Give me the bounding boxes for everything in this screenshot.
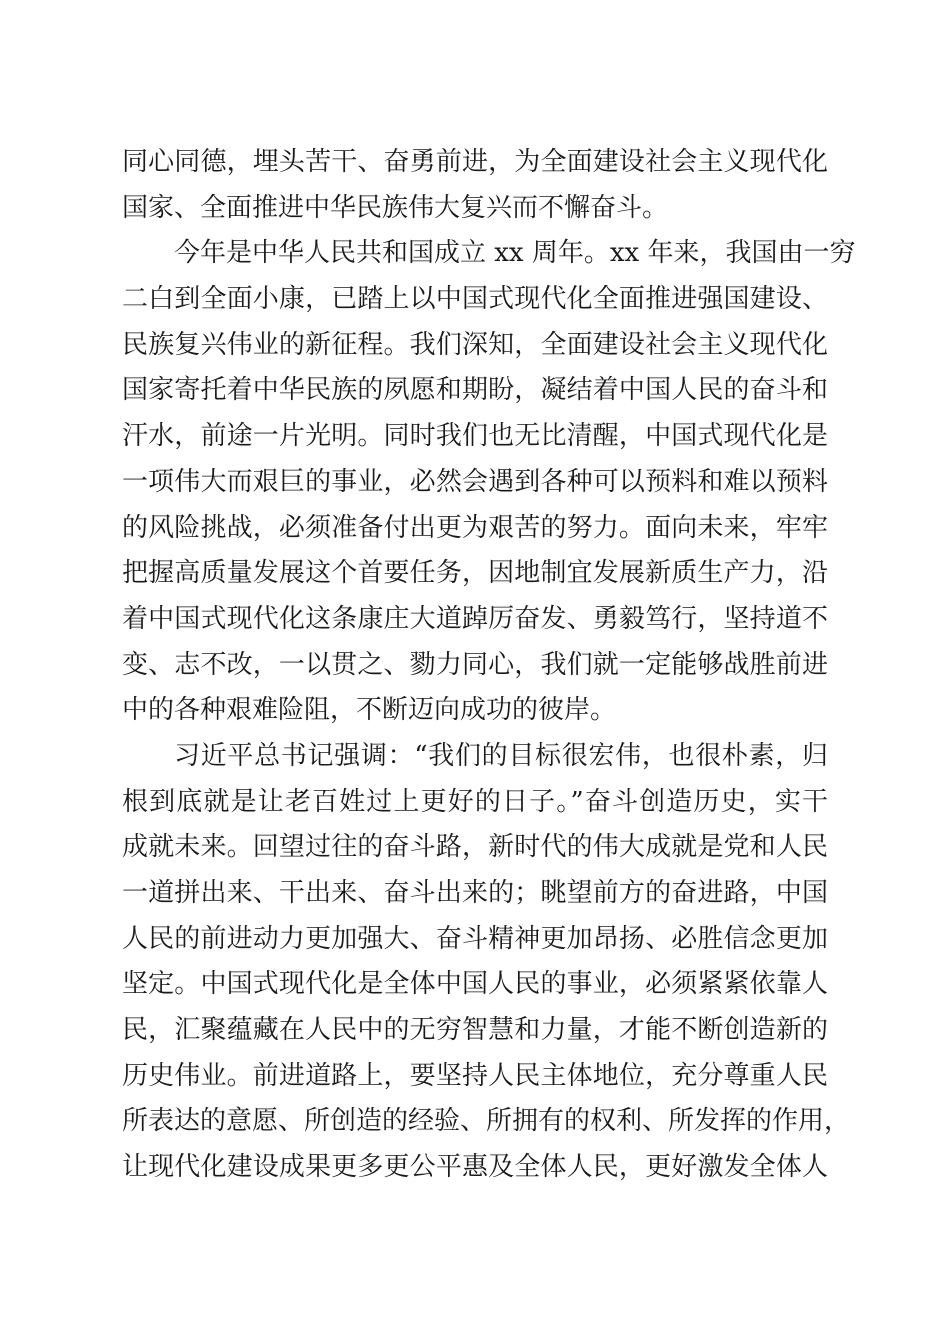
document-body xyxy=(122,140,856,1191)
text-line: 一道拼出来、干出来、奋斗出来的；眺望前方的奋进路，中国 xyxy=(122,878,828,908)
text-line: 国家寄托着中华民族的夙愿和期盼，凝结着中国人民的奋斗和 xyxy=(122,375,828,406)
text-line: 一项伟大而艰巨的事业，必然会遇到各种可以预料和难以预料 xyxy=(122,466,828,497)
text-line: 国家、全面推进中华民族伟大复兴而不懈奋斗。 xyxy=(122,192,669,223)
text-line: 成就未来。回望过往的奋斗路，新时代的伟大成就是党和人民 xyxy=(122,832,828,863)
text-line: 中的各种艰难险阻，不断迈向成功的彼岸。 xyxy=(122,695,617,726)
text-line: 所表达的意愿、所创造的经验、所拥有的权利、所发挥的作用， xyxy=(122,1106,851,1137)
text-line: 汗水，前途一片光明。同时我们也无比清醒，中国式现代化是 xyxy=(122,421,828,452)
text-line: 民族复兴伟业的新征程。我们深知，全面建设社会主义现代化 xyxy=(122,329,828,360)
text-line: 民，汇聚蕴藏在人民中的无穷智慧和力量，才能不断创造新的 xyxy=(122,1015,828,1046)
text-line: 今年是中华人民共和国成立 xx 周年。xx 年来，我国由一穷 xyxy=(174,238,856,269)
text-line: 把握高质量发展这个首要任务，因地制宜发展新质生产力，沿 xyxy=(122,558,828,589)
text-line: 二白到全面小康，已踏上以中国式现代化全面推进强国建设、 xyxy=(122,284,828,315)
text-line: 着中国式现代化这条康庄大道踔厉奋发、勇毅笃行，坚持道不 xyxy=(122,603,828,634)
text-line: 习近平总书记强调：“我们的目标很宏伟，也很朴素，归 xyxy=(174,740,828,771)
text-line: 的风险挑战，必须准备付出更为艰苦的努力。面向未来，牢牢 xyxy=(122,512,828,543)
text-line: 让现代化建设成果更多更公平惠及全体人民，更好激发全体人 xyxy=(122,1152,828,1183)
text-line: 坚定。中国式现代化是全体中国人民的事业，必须紧紧依靠人 xyxy=(122,969,828,1000)
text-line: 历史伟业。前进道路上，要坚持人民主体地位，充分尊重人民 xyxy=(122,1060,828,1091)
text-line: 根到底就是让老百姓过上更好的日子。”奋斗创造历史，实干 xyxy=(122,786,828,817)
text-line: 变、志不改，一以贯之、勠力同心，我们就一定能够战胜前进 xyxy=(122,649,828,680)
text-line: 人民的前进动力更加强大、奋斗精神更加昂扬、必胜信念更加 xyxy=(122,923,828,954)
text-line: 同心同德，埋头苦干、奋勇前进，为全面建设社会主义现代化 xyxy=(122,147,828,177)
